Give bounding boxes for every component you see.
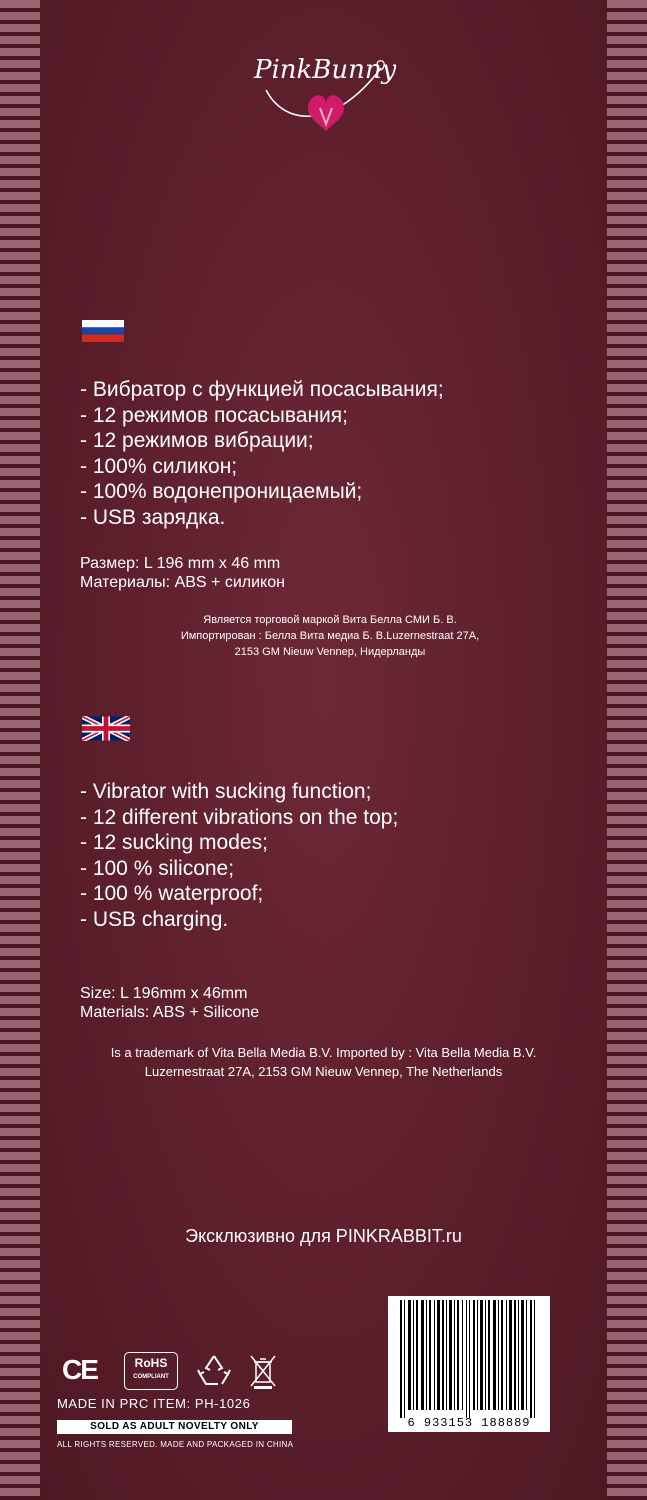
russian-legal — [120, 612, 540, 660]
made-in-text: MADE IN PRC ITEM: PH-1026 — [57, 1396, 251, 1411]
size-text: Size: L 196mm x 46mm — [80, 985, 248, 1002]
rights-text: ALL RIGHTS RESERVED. MADE AND PACKAGED IN CHINA — [57, 1440, 294, 1449]
list-item: - 12 sucking modes; — [80, 831, 268, 854]
adult-novelty-banner: SOLD AS ADULT NOVELTY ONLY — [57, 1420, 292, 1434]
exclusive-text: Эксклюзивно для PINKRABBIT.ru — [185, 1226, 462, 1246]
russian-feature-list — [80, 377, 444, 530]
barcode-bars — [400, 1300, 535, 1418]
size-text: Размер: L 196 mm x 46 mm — [80, 555, 281, 572]
ce-mark: CE — [62, 1354, 97, 1385]
list-item: - 12 режимов посасывания; — [80, 403, 348, 427]
barcode-number: 6 933153 188889 — [407, 1416, 531, 1430]
list-item: - USB charging. — [80, 907, 229, 931]
list-item: - 12 different vibrations on the top; — [80, 805, 399, 829]
brand-logo — [246, 28, 396, 138]
rohs-label: RoHS — [134, 1356, 168, 1370]
english-feature-list — [80, 779, 398, 932]
list-item: - 100 % waterproof; — [80, 882, 264, 905]
list-item: - 100 % silicone; — [80, 856, 235, 880]
legal-line: Is a trademark of Vita Bella Media B.V. Imported by : Vita Bella Media B.V. — [110, 1045, 537, 1060]
materials-text: Materials: ABS + Silicone — [80, 1004, 260, 1021]
list-item: - 100% водонепроницаемый; — [80, 480, 363, 503]
recycle-icon — [194, 1352, 234, 1390]
russian-specs — [80, 554, 285, 592]
materials-text: Материалы: ABS + силикон — [80, 574, 285, 591]
left-stripe-border — [0, 0, 40, 1500]
english-legal — [60, 1043, 587, 1081]
legal-line: Является торговой маркой Вита Белла СМИ Б. В. — [203, 614, 457, 626]
list-item: - Вибратор с функцией посасывания; — [80, 378, 444, 401]
list-item: - 12 режимов вибрации; — [80, 429, 314, 452]
list-item: - 100% силикон; — [80, 454, 238, 478]
legal-line: 2153 GM Nieuw Vennep, Нидерланды — [234, 646, 426, 658]
logo-text: PinkBunny — [254, 55, 396, 85]
legal-line: Импортирован : Белла Вита медиа Б. В.Luzernestraat 27A, — [180, 630, 480, 642]
package-panel — [40, 0, 607, 1500]
rohs-badge — [124, 1352, 178, 1390]
legal-line: Luzernestraat 27A, 2153 GM Nieuw Vennep, The Netherlands — [144, 1064, 503, 1079]
list-item: - Vibrator with sucking function; — [80, 780, 372, 803]
crossed-bin-icon — [248, 1352, 278, 1390]
rohs-compliant-label: COMPLIANT — [133, 1374, 169, 1380]
russian-flag-icon — [82, 320, 124, 342]
list-item: - USB зарядка. — [80, 505, 226, 529]
english-specs — [80, 984, 259, 1022]
uk-flag-icon — [82, 716, 130, 741]
right-stripe-border — [607, 0, 647, 1500]
barcode — [388, 1296, 550, 1432]
